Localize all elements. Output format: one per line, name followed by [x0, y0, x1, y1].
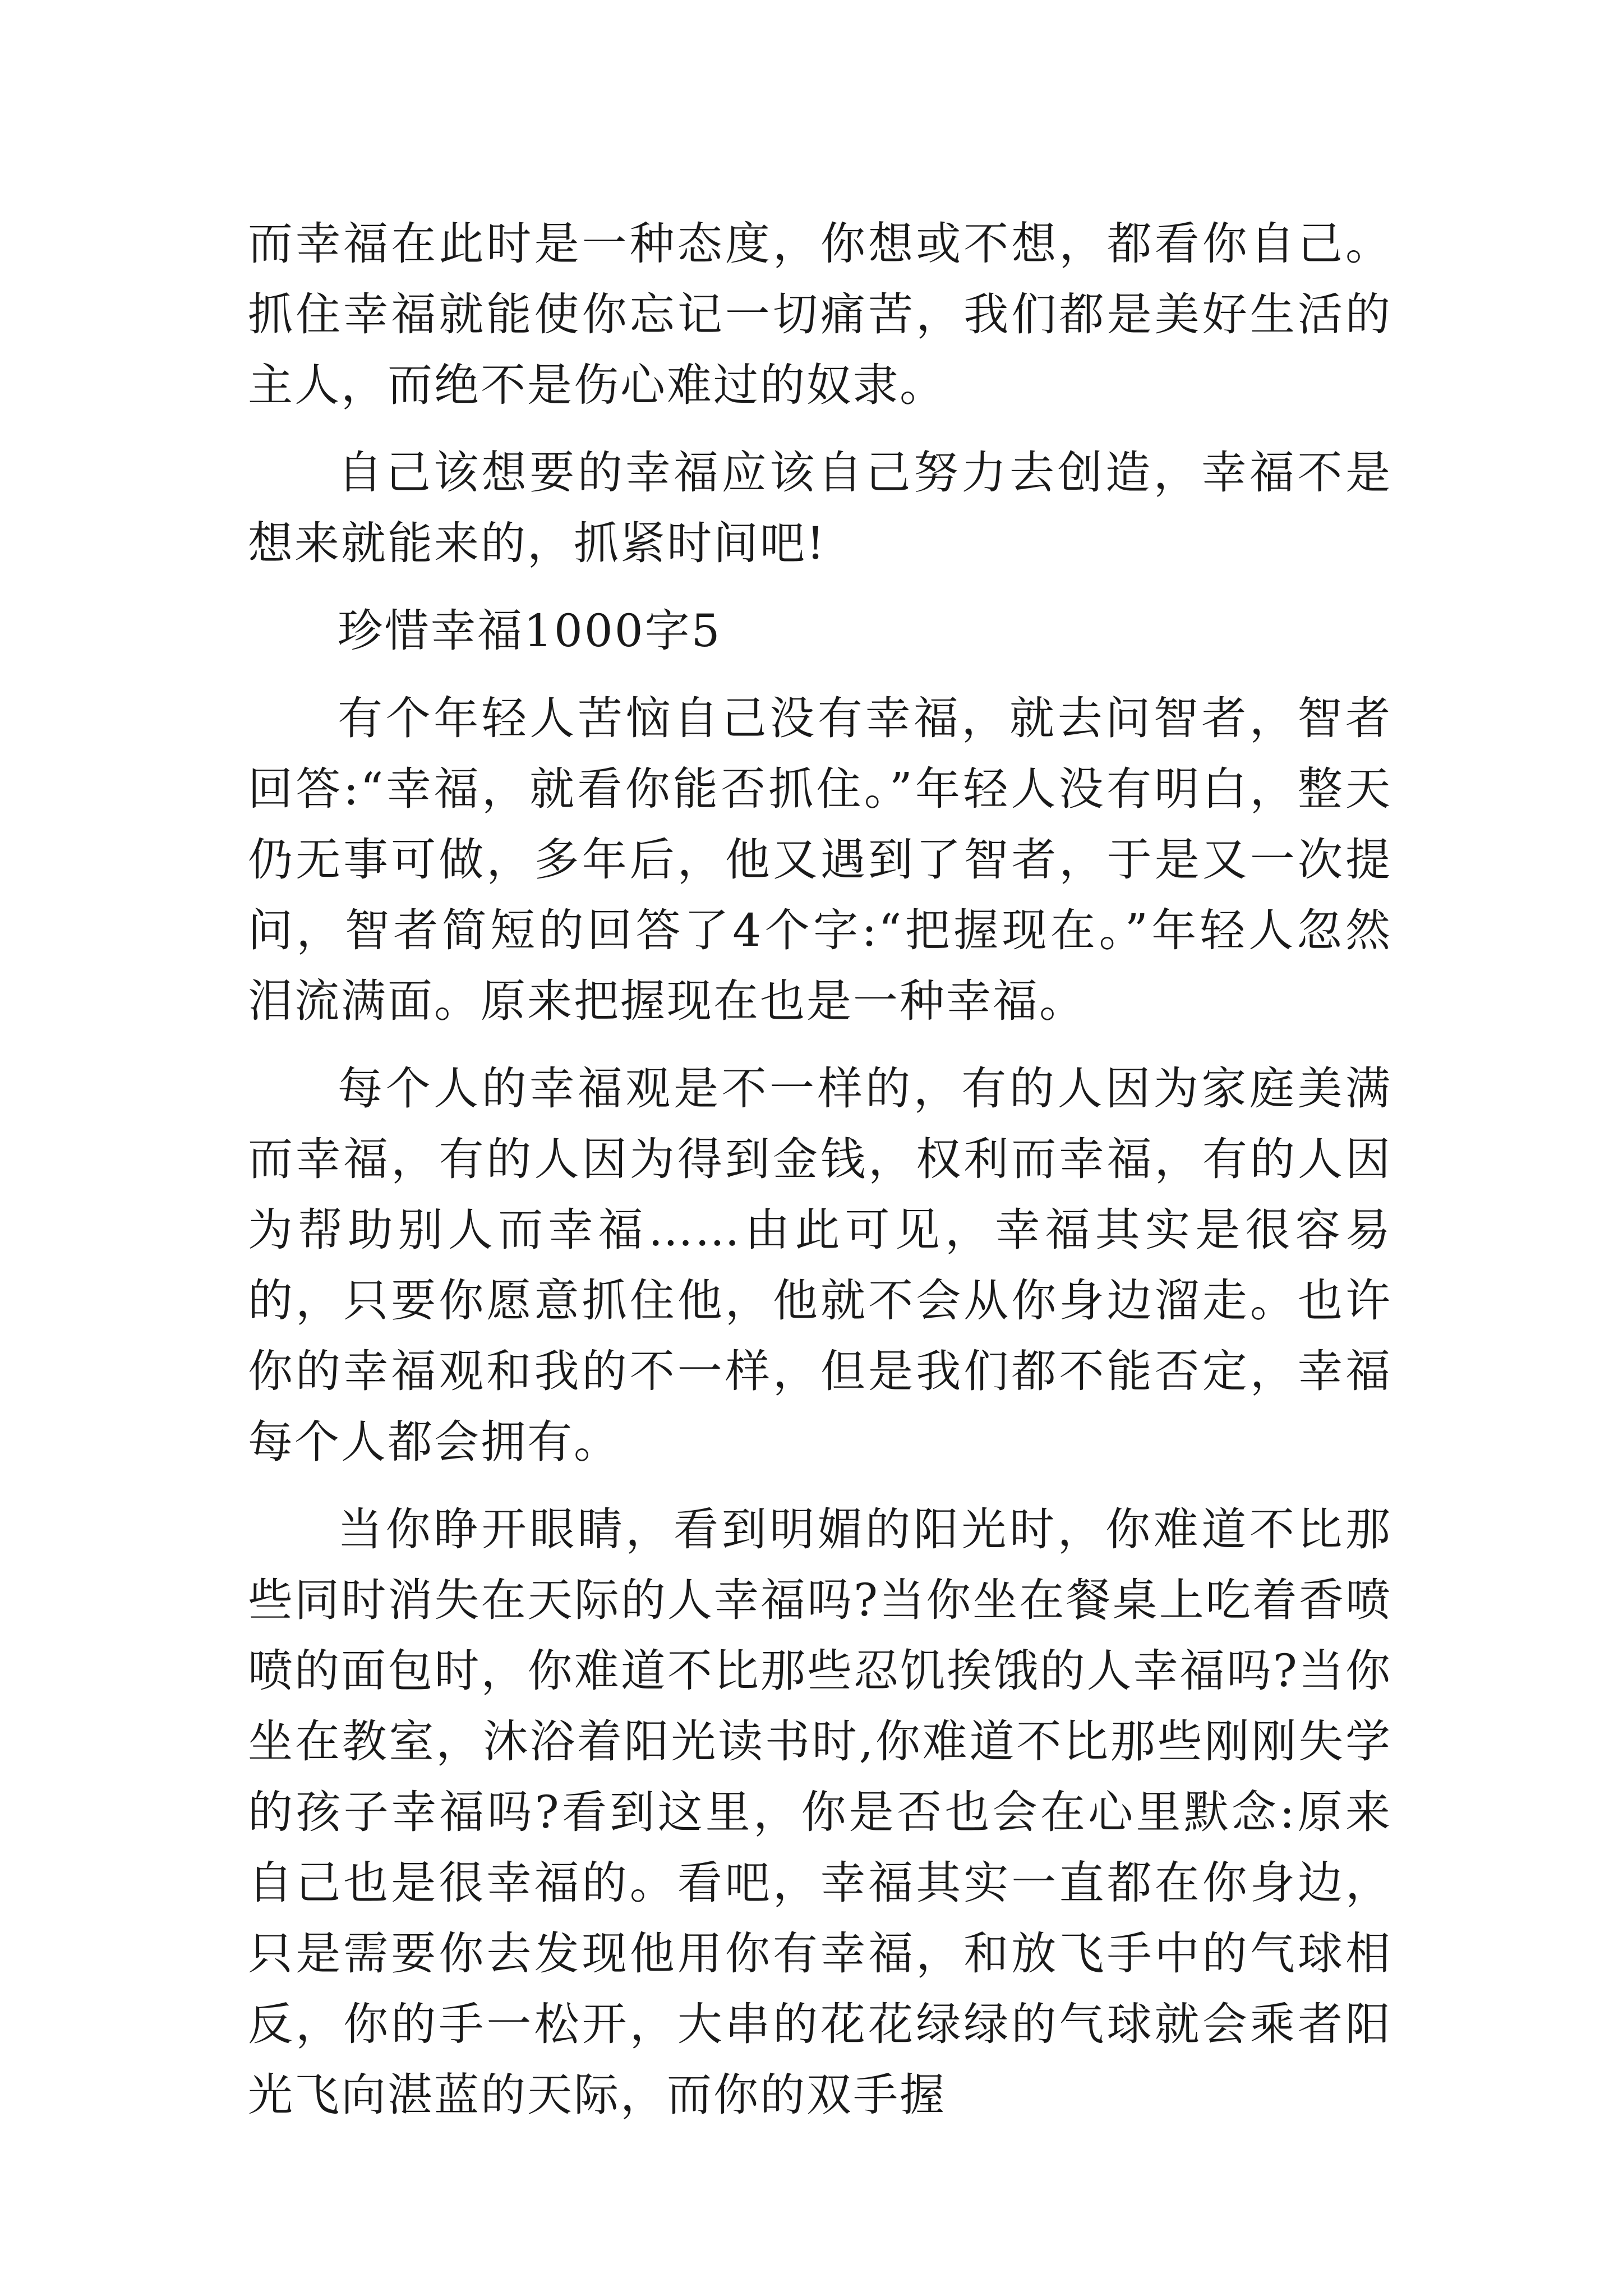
section-heading: 珍惜幸福1000字5: [338, 605, 722, 657]
paragraph-create-happiness: 自己该想要的幸福应该自己努力去创造，幸福不是想来就能来的，抓紧时间吧!: [248, 447, 1392, 569]
paragraph-continuation: 而幸福在此时是一种态度，你想或不想，都看你自己。抓住幸福就能使你忘记一切痛苦，我们都是美好生活的主人，而绝不是伤心难过的奴隶。: [248, 218, 1392, 411]
paragraph-open-eyes: 当你睁开眼睛，看到明媚的阳光时，你难道不比那些同时消失在天际的人幸福吗?当你坐在餐桌上吃着香喷喷的面包时，你难道不比那些忍饥挨饿的人幸福吗?当你坐在教室，沐浴着阳光读书时,你难道不比那些刚刚失学的孩子幸福吗?看到这里，你是否也会在心里默念:原来自己也是很幸福的。看吧，幸福其实一直都在你身边，只是需要你去发现他用你有幸福，和放飞手中的气球相反，你的手一松开，大串的花花绿绿的气球就会乘者阳光飞向湛蓝的天际，而你的双手握: [248, 1503, 1392, 2121]
document-page: [248, 209, 1392, 2147]
paragraph-wise-man: 有个年轻人苦恼自己没有幸福，就去问智者，智者回答:“幸福，就看你能否抓住。”年轻人没有明白，整天仍无事可做，多年后，他又遇到了智者，于是又一次提问，智者简短的回答了4个字:“把握现在。”年轻人忽然泪流满面。原来把握现在也是一种幸福。: [248, 692, 1392, 1027]
paragraph-happiness-view: 每个人的幸福观是不一样的，有的人因为家庭美满而幸福，有的人因为得到金钱，权利而幸福，有的人因为帮助别人而幸福……由此可见，幸福其实是很容易的，只要你愿意抓住他，他就不会从你身边溜走。也许你的幸福观和我的不一样，但是我们都不能否定，幸福每个人都会拥有。: [248, 1062, 1392, 1468]
